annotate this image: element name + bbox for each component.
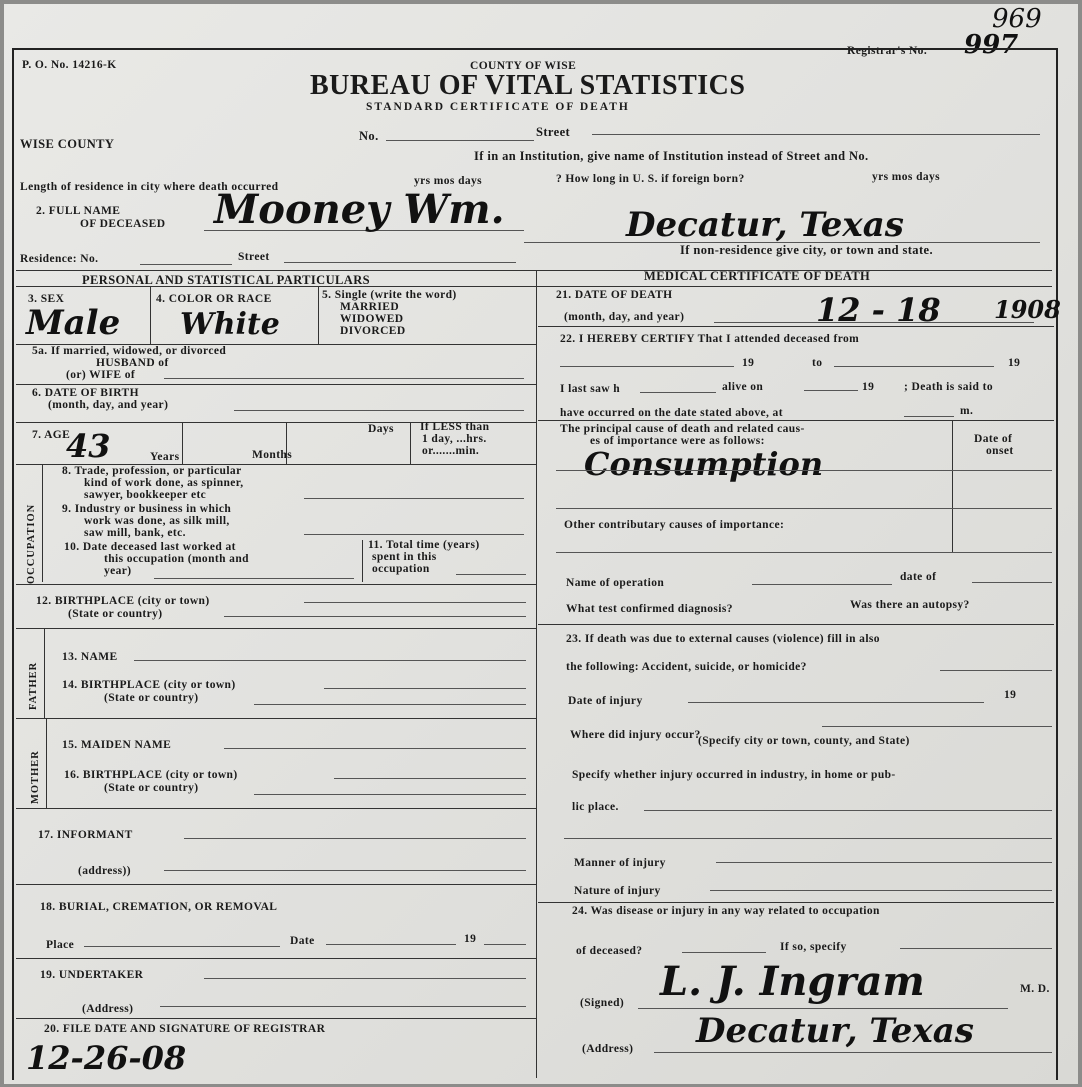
undertaker-line xyxy=(204,978,526,979)
external-label-2: the following: Accident, suicide, or homicide? xyxy=(566,661,807,673)
years-label: Years xyxy=(150,451,180,463)
father-birthplace-state-line xyxy=(254,704,526,705)
sex-value: Male xyxy=(26,303,121,343)
birthplace-state-line xyxy=(224,616,526,617)
file-date-value: 12-26-08 xyxy=(26,1039,187,1077)
certificate-title: BUREAU OF VITAL STATISTICS xyxy=(310,70,746,101)
burial-label: 18. BURIAL, CREMATION, OR REMOVAL xyxy=(40,901,278,913)
street-line xyxy=(592,134,1040,135)
date-of-death-label-2: (month, day, and year) xyxy=(564,311,685,323)
county-label: WISE COUNTY xyxy=(20,137,115,151)
full-name-value: Mooney Wm. xyxy=(214,186,505,233)
birthplace-label-2: (State or country) xyxy=(68,608,163,620)
md-label: M. D. xyxy=(1020,983,1050,995)
certify-from-year: 19 xyxy=(742,357,755,369)
manner-label: Manner of injury xyxy=(574,857,666,869)
informant-label: 17. INFORMANT xyxy=(38,829,133,841)
burial-year-line xyxy=(484,944,526,945)
father-name-line xyxy=(134,660,526,661)
date-of-onset-label-2: onset xyxy=(986,445,1014,457)
operation-date-label: date of xyxy=(900,571,937,583)
certificate-paper xyxy=(4,4,1078,1084)
date-of-death-line xyxy=(714,322,1034,323)
row-rule-undertaker xyxy=(16,1018,536,1019)
informant-line xyxy=(184,838,526,839)
physician-signature: L. J. Ingram xyxy=(660,958,925,1005)
informant-address-line xyxy=(164,870,526,871)
burial-place-label: Place xyxy=(46,939,75,951)
months-label: Months xyxy=(252,449,293,461)
spouse-line xyxy=(164,378,524,379)
age-value: 43 xyxy=(66,427,111,465)
date-of-death-label-1: 21. DATE OF DEATH xyxy=(556,289,673,301)
father-side-label: FATHER xyxy=(28,661,39,710)
foreign-born-label: ? How long in U. S. if foreign born? xyxy=(556,173,745,185)
trade-line xyxy=(304,498,524,499)
nature-line xyxy=(710,890,1052,891)
birthplace-label-1: 12. BIRTHPLACE (city or town) xyxy=(36,595,210,607)
trade-label-2: kind of work done, as spinner, xyxy=(84,477,244,489)
certify-to-line xyxy=(834,366,994,367)
occupation-related-label-2: of deceased? xyxy=(576,945,643,957)
residence-street-label: Street xyxy=(238,251,270,263)
other-causes-label: Other contributary causes of importance: xyxy=(564,519,785,531)
injury-specify-line xyxy=(644,810,1052,811)
file-date-label: 20. FILE DATE AND SIGNATURE OF REGISTRAR xyxy=(44,1023,326,1035)
row-rule-informant xyxy=(16,884,536,885)
certificate-subtitle: STANDARD CERTIFICATE OF DEATH xyxy=(366,101,630,113)
mother-side-divider xyxy=(46,718,47,808)
if-so-line xyxy=(900,948,1052,949)
principal-cause-line-2 xyxy=(556,508,1052,509)
age-divider-1 xyxy=(182,422,183,464)
full-name-label-1: 2. FULL NAME xyxy=(36,205,121,217)
external-label-1: 23. If death was due to external causes (violence) fill in also xyxy=(566,633,880,645)
injury-specify-line-2 xyxy=(564,838,1052,839)
spouse-label-3: (or) WIFE of xyxy=(66,369,136,381)
marital-label-1: 5. Single (write the word) xyxy=(322,289,457,301)
last-worked-label-1: 10. Date deceased last worked at xyxy=(64,541,236,553)
date-of-death-value: 12 - 18 xyxy=(816,291,941,329)
total-time-label-2: spent in this xyxy=(372,551,437,563)
operation-date-line xyxy=(972,582,1052,583)
father-name-label: 13. NAME xyxy=(62,651,118,663)
row-rule-injury xyxy=(538,902,1054,903)
injury-where-note: (Specify city or town, county, and State) xyxy=(698,735,910,747)
undertaker-address-line xyxy=(160,1006,526,1007)
registrar-number-value: 997 xyxy=(964,30,1019,60)
other-causes-line xyxy=(556,552,1052,553)
operation-label: Name of operation xyxy=(566,577,665,589)
mother-side-label: MOTHER xyxy=(30,750,41,804)
total-time-label-3: occupation xyxy=(372,563,430,575)
test-label: What test confirmed diagnosis? xyxy=(566,603,733,615)
informant-address-label: (address)) xyxy=(78,865,131,877)
industry-label-3: saw mill, bank, etc. xyxy=(84,527,186,539)
last-worked-line xyxy=(154,578,354,579)
foreign-born-units: yrs mos days xyxy=(872,171,941,183)
principal-cause-label-2: es of importance were as follows: xyxy=(590,435,765,447)
industry-label-1: 9. Industry or business in which xyxy=(62,503,232,515)
race-value: White xyxy=(180,307,280,342)
death-said-label: ; Death is said to xyxy=(904,381,993,393)
marital-label-2: MARRIED xyxy=(340,301,400,313)
injury-specify-label-1: Specify whether injury occurred in industry, in home or pub- xyxy=(572,769,896,781)
personal-heading: PERSONAL AND STATISTICAL PARTICULARS xyxy=(82,273,370,287)
if-so-label: If so, specify xyxy=(780,941,847,953)
industry-label-2: work was done, as silk mill, xyxy=(84,515,230,527)
injury-specify-label-2: lic place. xyxy=(572,801,619,813)
spouse-label-2: HUSBAND of xyxy=(96,357,169,369)
date-of-death-year: 1908 xyxy=(994,295,1061,324)
signed-line xyxy=(638,1008,1008,1009)
principal-cause-label-1: The principal cause of death and related caus- xyxy=(560,423,805,435)
occupation-related-line xyxy=(682,952,766,953)
residence-street-line xyxy=(284,262,516,263)
dob-line xyxy=(234,410,524,411)
less-than-label-2: 1 day, ...hrs. xyxy=(422,433,487,445)
mother-maiden-line xyxy=(224,748,526,749)
row-rule-birthplace xyxy=(16,628,536,629)
undertaker-address-label: (Address) xyxy=(82,1003,134,1015)
residence-length-units: yrs mos days xyxy=(414,175,483,187)
age-divider-2 xyxy=(286,422,287,464)
external-line xyxy=(940,670,1052,671)
last-saw-line xyxy=(640,392,716,393)
manner-line xyxy=(716,862,1052,863)
column-divider xyxy=(536,270,537,1078)
onset-column-divider xyxy=(952,420,953,552)
row-rule-occupation xyxy=(16,584,536,585)
row-rule-spouse xyxy=(16,384,536,385)
trade-label-1: 8. Trade, profession, or particular xyxy=(62,465,242,477)
spouse-label-1: 5a. If married, widowed, or divorced xyxy=(32,345,227,357)
age-divider-3 xyxy=(410,422,411,464)
mother-birthplace-city-line xyxy=(334,778,526,779)
institution-note: If in an Institution, give name of Institution instead of Street and No. xyxy=(474,149,869,163)
burial-place-line xyxy=(84,946,280,947)
alive-on-year: 19 xyxy=(862,381,875,393)
burial-date-label: Date xyxy=(290,935,315,947)
father-side-divider xyxy=(44,628,45,718)
residence-no-label: Residence: No. xyxy=(20,253,99,265)
undertaker-label: 19. UNDERTAKER xyxy=(40,969,144,981)
autopsy-label: Was there an autopsy? xyxy=(850,599,970,611)
age-label: 7. AGE xyxy=(32,429,71,441)
occurred-time-line xyxy=(904,416,954,417)
race-label: 4. COLOR OR RACE xyxy=(156,293,272,305)
mother-birthplace-state-line xyxy=(254,794,526,795)
injury-date-label: Date of injury xyxy=(568,695,643,707)
address-line xyxy=(654,1052,1052,1053)
full-name-label-2: OF DECEASED xyxy=(80,218,166,230)
operation-line xyxy=(752,584,892,585)
date-of-onset-label-1: Date of xyxy=(974,433,1013,445)
section-heading-rule xyxy=(16,286,1052,287)
certify-label: 22. I HEREBY CERTIFY That I attended deceased from xyxy=(560,333,860,345)
row-rule-death-date xyxy=(538,326,1054,327)
street-label: Street xyxy=(536,125,571,139)
occupation-side-divider xyxy=(42,464,43,582)
residence-no-line xyxy=(140,264,232,265)
last-worked-label-2: this occupation (month and xyxy=(104,553,249,565)
address-label: (Address) xyxy=(582,1043,634,1055)
no-label: No. xyxy=(359,129,379,143)
dob-label-1: 6. DATE OF BIRTH xyxy=(32,387,139,399)
po-number: P. O. No. 14216-K xyxy=(22,59,117,71)
marital-label-3: WIDOWED xyxy=(340,313,404,325)
total-time-label-1: 11. Total time (years) xyxy=(368,539,480,551)
corner-number: 969 xyxy=(992,4,1042,34)
occupation-time-divider xyxy=(362,540,363,582)
dob-label-2: (month, day, and year) xyxy=(48,399,169,411)
row-rule-operation xyxy=(538,624,1054,625)
physician-address: Decatur, Texas xyxy=(696,1011,974,1051)
last-saw-label: I last saw h xyxy=(560,383,621,395)
injury-where-line xyxy=(822,726,1052,727)
registrar-number-label: Registrar's No. xyxy=(847,45,928,57)
row-rule-certify xyxy=(538,420,1054,421)
row-rule-burial xyxy=(16,958,536,959)
residence-value: Decatur, Texas xyxy=(626,205,904,245)
alive-on-line xyxy=(804,390,858,391)
mother-birthplace-label-2: (State or country) xyxy=(104,782,199,794)
industry-line xyxy=(304,534,524,535)
injury-where-label: Where did injury occur? xyxy=(570,729,701,741)
certify-from-line xyxy=(560,366,734,367)
nonresidence-note: If non-residence give city, or town and state. xyxy=(680,243,933,257)
less-than-label-3: or.......min. xyxy=(422,445,480,457)
section-top-rule xyxy=(16,270,1052,271)
father-birthplace-city-line xyxy=(324,688,526,689)
burial-year-prefix: 19 xyxy=(464,933,477,945)
last-worked-label-3: year) xyxy=(104,565,132,577)
burial-date-line xyxy=(326,944,456,945)
mother-maiden-label: 15. MAIDEN NAME xyxy=(62,739,172,751)
alive-on-label: alive on xyxy=(722,381,764,393)
father-birthplace-label-1: 14. BIRTHPLACE (city or town) xyxy=(62,679,236,691)
row-rule-father xyxy=(16,718,536,719)
residence-length-label: Length of residence in city where death occurred xyxy=(20,181,279,193)
sex-race-divider xyxy=(150,286,151,344)
trade-label-3: sawyer, bookkeeper etc xyxy=(84,489,207,501)
principal-cause-value: Consumption xyxy=(584,445,824,483)
occurred-m-label: m. xyxy=(960,405,974,417)
total-time-line xyxy=(456,574,526,575)
row-rule-mother xyxy=(16,808,536,809)
occurred-label: have occurred on the date stated above, at xyxy=(560,407,783,419)
injury-date-line xyxy=(688,702,984,703)
birthplace-city-line xyxy=(304,602,526,603)
less-than-label-1: If LESS than xyxy=(420,421,490,433)
marital-label-4: DIVORCED xyxy=(340,325,406,337)
mother-birthplace-label-1: 16. BIRTHPLACE (city or town) xyxy=(64,769,238,781)
principal-cause-line-1 xyxy=(556,470,1052,471)
county-heading: COUNTY OF WISE xyxy=(470,60,577,72)
injury-year: 19 xyxy=(1004,689,1017,701)
occupation-related-label-1: 24. Was disease or injury in any way related to occupation xyxy=(572,905,880,917)
no-line xyxy=(386,140,534,141)
certify-to-label: to xyxy=(812,357,823,369)
sex-label: 3. SEX xyxy=(28,293,65,305)
race-marital-divider xyxy=(318,286,319,344)
medical-heading: MEDICAL CERTIFICATE OF DEATH xyxy=(644,269,871,283)
father-birthplace-label-2: (State or country) xyxy=(104,692,199,704)
certify-to-year: 19 xyxy=(1008,357,1021,369)
signed-label: (Signed) xyxy=(580,997,625,1009)
nature-label: Nature of injury xyxy=(574,885,661,897)
days-label: Days xyxy=(368,423,394,435)
occupation-side-label: OCCUPATION xyxy=(26,503,37,584)
